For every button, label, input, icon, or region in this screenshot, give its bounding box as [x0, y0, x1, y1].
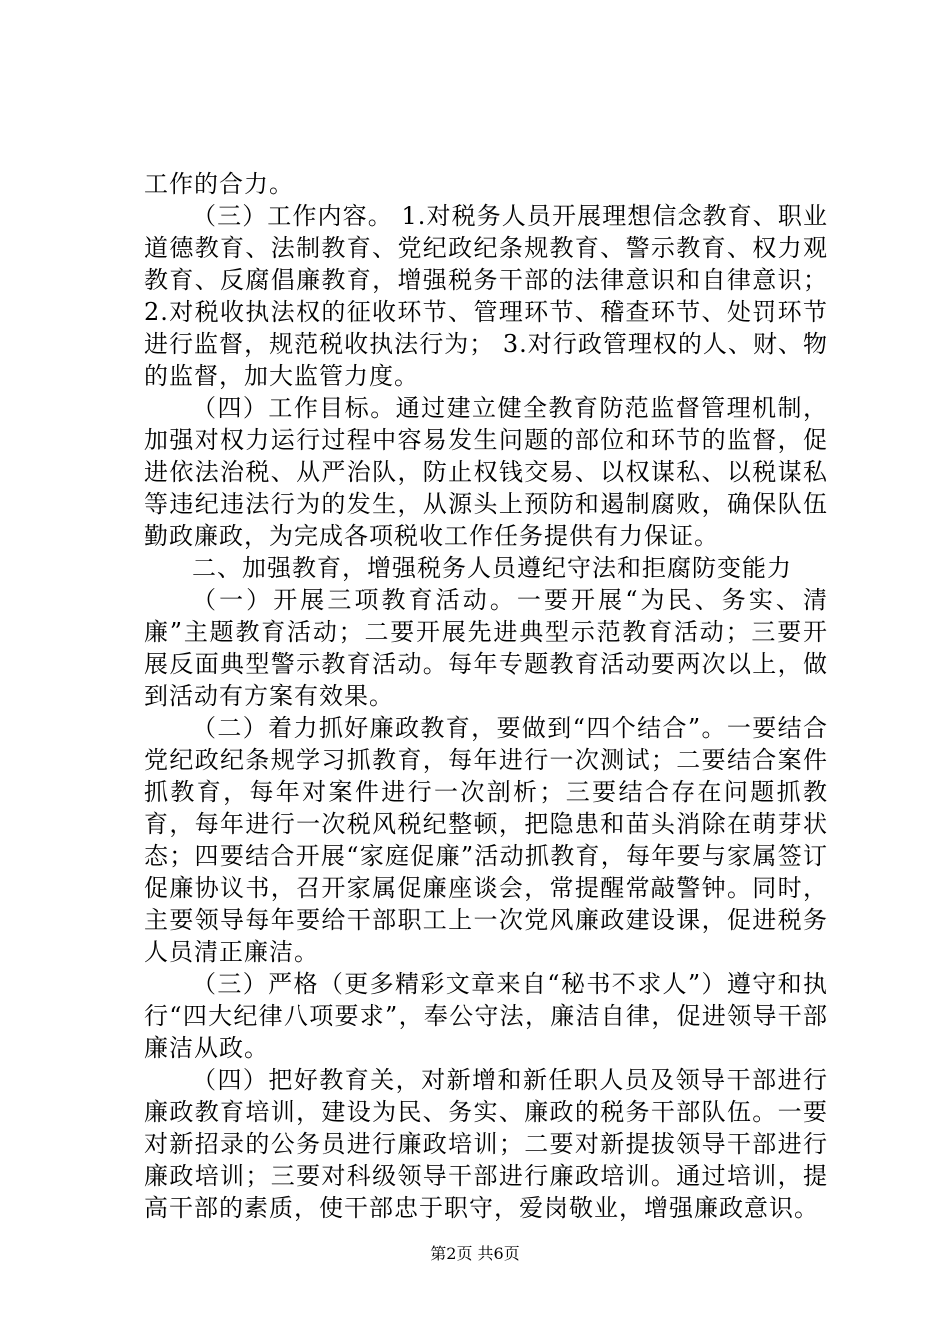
page-number: 第2页 共6页 [430, 1244, 520, 1263]
page-footer [0, 1244, 950, 1264]
paragraph-work-content: （三）工作内容。 1.对税务人员开展理想信念教育、职业道德教育、法制教育、党纪政纪条规教育、警示教育、权力观教育、反腐倡廉教育，增强税务干部的法律意识和自律意识； 2.对税收执法权的征收环节、管理环节、稽查环节、处罚环节进行监督，规范税收执法行为； 3.对行政管理权的人、财、物的监督，加大监管力度。 [144, 202, 828, 390]
paragraph-training: （四）把好教育关，对新增和新任职人员及领导干部进行廉政教育培训，建设为民、务实、廉政的税务干部队伍。一要对新招录的公务员进行廉政培训；二要对新提拔领导干部进行廉政培训；三要对科级领导干部进行廉政培训。通过培训，提高干部的素质，使干部忠于职守，爱岗敬业，增强廉政意识。 [144, 1066, 828, 1222]
section-heading-education: 二、加强教育，增强税务人员遵纪守法和拒腐防变能力 [192, 554, 792, 582]
paragraph-three-activities: （一）开展三项教育活动。一要开展“为民、务实、清廉”主题教育活动；二要开展先进典型示范教育活动；三要开展反面典型警示教育活动。每年专题教育活动要两次以上，做到活动有方案有效果。 [144, 586, 828, 710]
paragraph-work-goal: （四）工作目标。通过建立健全教育防范监督管理机制，加强对权力运行过程中容易发生问题的部位和环节的监督，促进依法治税、从严治队，防止权钱交易、以权谋私、以税谋私等违纪违法行为的发生，从源头上预防和遏制腐败，确保队伍勤政廉政，为完成各项税收工作任务提供有力保证。 [144, 394, 828, 550]
paragraph-four-combinations: （二）着力抓好廉政教育，要做到“四个结合”。一要结合党纪政纪条规学习抓教育，每年进行一次测试；二要结合案件抓教育，每年对案件进行一次剖析；三要结合存在问题抓教育，每年进行一次税风税纪整顿，把隐患和苗头消除在萌芽状态；四要结合开展“家庭促廉”活动抓教育，每年要与家属签订促廉协议书，召开家属促廉座谈会，常提醒常敲警钟。同时，主要领导每年要给干部职工上一次党风廉政建设课，促进税务人员清正廉洁。 [144, 714, 828, 966]
paragraph-discipline: （三）严格（更多精彩文章来自“秘书不求人”）遵守和执行“四大纪律八项要求”，奉公守法，廉洁自律，促进领导干部廉洁从政。 [144, 970, 828, 1062]
paragraph-continuation: 工作的合力。 [144, 170, 294, 198]
document-body [144, 168, 828, 1224]
